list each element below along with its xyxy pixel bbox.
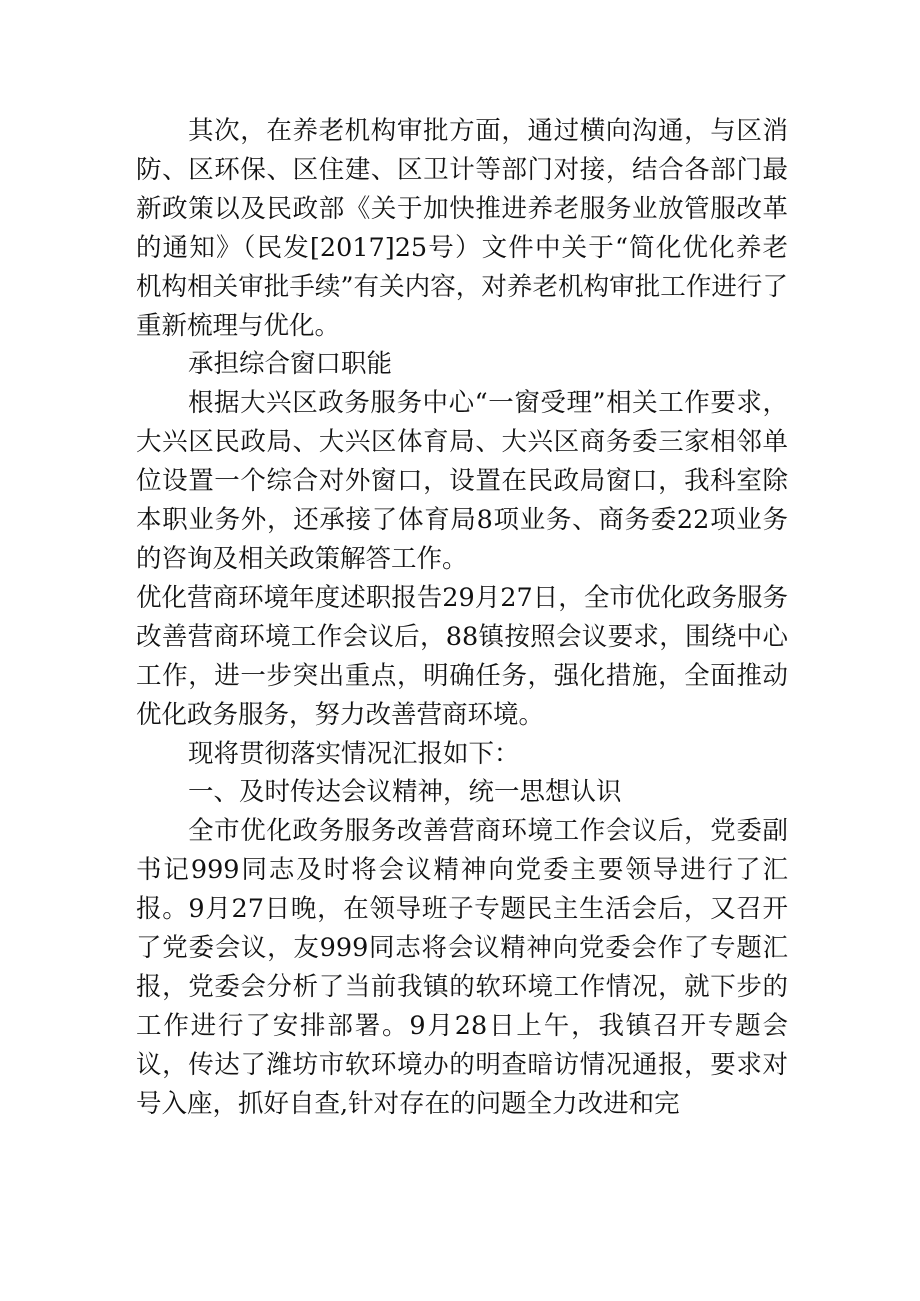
document-body	[136, 112, 788, 1124]
paragraph-meeting-details: 全市优化政务服务改善营商环境工作会议后，党委副书记999同志及时将会议精神向党委主要领导进行了汇报。9月27日晚，在领导班子专题民主生活会后，又召开了党委会议，友999同志将会议精神向党委会作了专题汇报，党委会分析了当前我镇的软环境工作情况，就下步的工作进行了安排部署。9月28日上午，我镇召开专题会议，传达了潍坊市软环境办的明查暗访情况通报，要求对号入座，抓好自查,针对存在的问题全力改进和完	[136, 816, 788, 1119]
paragraph-report-lead: 现将贯彻落实情况汇报如下：	[188, 738, 520, 769]
paragraph-one-window-acceptance: 根据大兴区政务服务中心“一窗受理”相关工作要求，大兴区民政局、大兴区体育局、大兴区商务委三家相邻单位设置一个综合对外窗口，设置在民政局窗口，我科室除本职业务外，还承接了体育局8项业务、商务委22项业务的咨询及相关政策解答工作。	[136, 388, 788, 574]
paragraph-approval-optimization: 其次，在养老机构审批方面，通过横向沟通，与区消防、区环保、区住建、区卫计等部门对接，结合各部门最新政策以及民政部《关于加快推进养老服务业放管服改革的通知》（民发[2017]25号）文件中关于“简化优化养老机构相关审批手续”有关内容，对养老机构审批工作进行了重新梳理与优化。	[136, 116, 788, 341]
paragraph-section-heading-1: 一、及时传达会议精神，统一思想认识	[188, 777, 622, 808]
paragraph-report-intro: 优化营商环境年度述职报告29月27日，全市优化政务服务改善营商环境工作会议后，88镇按照会议要求，围绕中心工作，进一步突出重点，明确任务，强化措施，全面推动优化政务服务，努力改善营商环境。	[136, 582, 788, 730]
paragraph-heading-comprehensive-window: 承担综合窗口职能	[188, 349, 393, 380]
